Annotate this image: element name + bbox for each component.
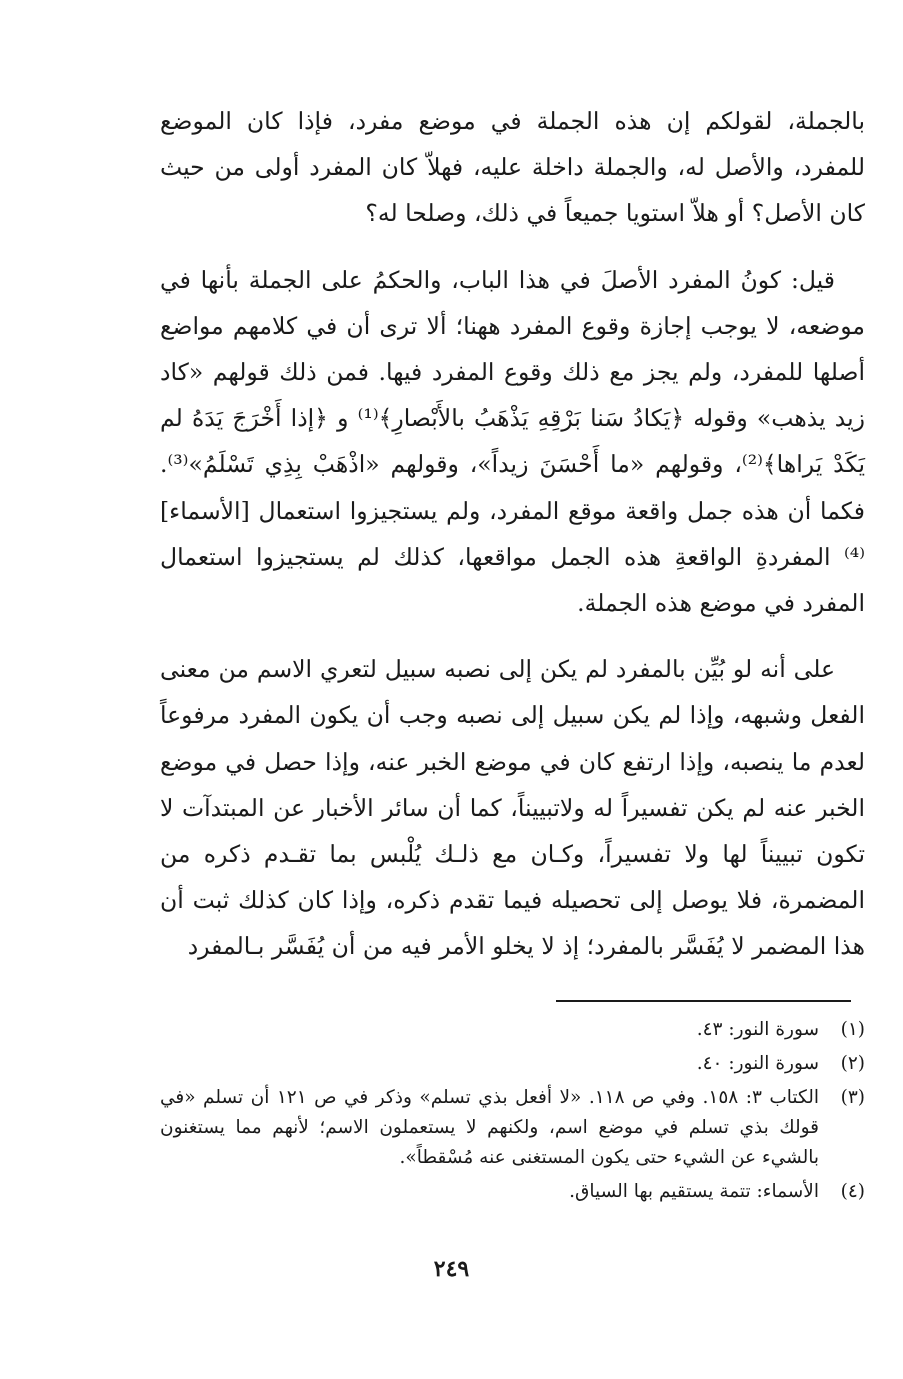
footnote-4 [160,1177,865,1207]
footnote-separator [556,1000,851,1002]
paragraph-2: قيل: كونُ المفرد الأصلَ في هذا الباب، والحكمُ على الجملة بأنها في موضعه، لا يوجب إجازة وقوع المفرد ههنا؛ ألا ترى أن في كلامهم مواضع أصلها للمفرد، ولم يجز مع ذلك وقوع المفرد فيها. فمن ذلك قولهم «كاد زيد يذهب» وقوله ﴿يَكادُ سَنا بَرْقِهِ يَذْهَبُ بالأَبْصارِ﴾⁽¹⁾ و ﴿إذا أَخْرَجَ يَدَهُ لم يَكَدْ يَراها﴾⁽²⁾، وقولهم «ما أَحْسَنَ زيداً»، وقولهم «اذْهَبْ بِذِي تَسْلَمُ»⁽³⁾. فكما أن هذه جمل واقعة موقع المفرد، ولم يستجيزوا استعمال [الأسماء]⁽⁴⁾ المفردةِ الواقعةِ هذه الجمل مواقعها، كذلك لم يستجيزوا استعمال المفرد في موضع هذه الجملة. [160,265,865,618]
main-text [160,98,865,990]
footnote-text: سورة النور: ٤٣. [696,1019,819,1040]
page-number: ٢٤٩ [433,1256,470,1282]
footnote-number: (١) [840,1019,865,1040]
footnote-text: سورة النور: ٤٠. [696,1053,819,1074]
footnote-1 [160,1015,865,1045]
footnote-2 [160,1049,865,1079]
footnote-number: (٤) [840,1181,865,1202]
paragraph-3: على أنه لو بُيِّن بالمفرد لم يكن إلى نصبه سبيل لتعري الاسم من معنى الفعل وشبهه، وإذا لم يكن سبيل إلى نصبه وجب أن يكون المفرد مرفوعاً لعدم ما ينصبه، وإذا ارتفع كان في موضع الخبر عنه، وإذا حصل في موضع الخبر عنه لم يكن تفسيراً له ولاتبييناً، كما أن سائر الأخبار عن المبتدآت لا تكون تبييناً لها ولا تفسيراً، وكـان مع ذلـك يُلْبس بما تقـدم ذكره من المضمرة، فلا يوصل إلى تحصيله فيما تقدم ذكره، وإذا كان كذلك ثبت أن هذا المضمر لا يُفَسَّر بالمفرد؛ إذ لا يخلو الأمر فيه من أن يُفَسَّر بـالمفرد [160,655,865,961]
paragraph-1: بالجملة، لقولكم إن هذه الجملة في موضع مفرد، فإذا كان الموضع للمفرد، والأصل له، والجملة داخلة عليه، فهلاّ كان المفرد أولى من حيث كان الأصل؟ أو هلاّ استويا جميعاً في ذلك، وصلحا له؟ [160,107,865,228]
footnote-number: (٣) [840,1087,865,1108]
footnote-number: (٢) [840,1053,865,1074]
footnote-text: الكتاب ٣: ١٥٨. وفي ص ١١٨. «لا أفعل بذي تسلم» وذكر في ص ١٢١ أن تسلم «في قولك بذي تسلم في موضع اسم، ولكنهم لا يستعملون الاسم؛ لأنهم مما يستغنون بالشيء عن الشيء حتى يكون المستغنى عنه مُسْقطاً». [160,1087,819,1168]
footnote-text: الأسماء: تتمة يستقيم بها السياق. [569,1181,819,1202]
footnotes [160,1015,865,1211]
footnote-3 [160,1083,865,1173]
